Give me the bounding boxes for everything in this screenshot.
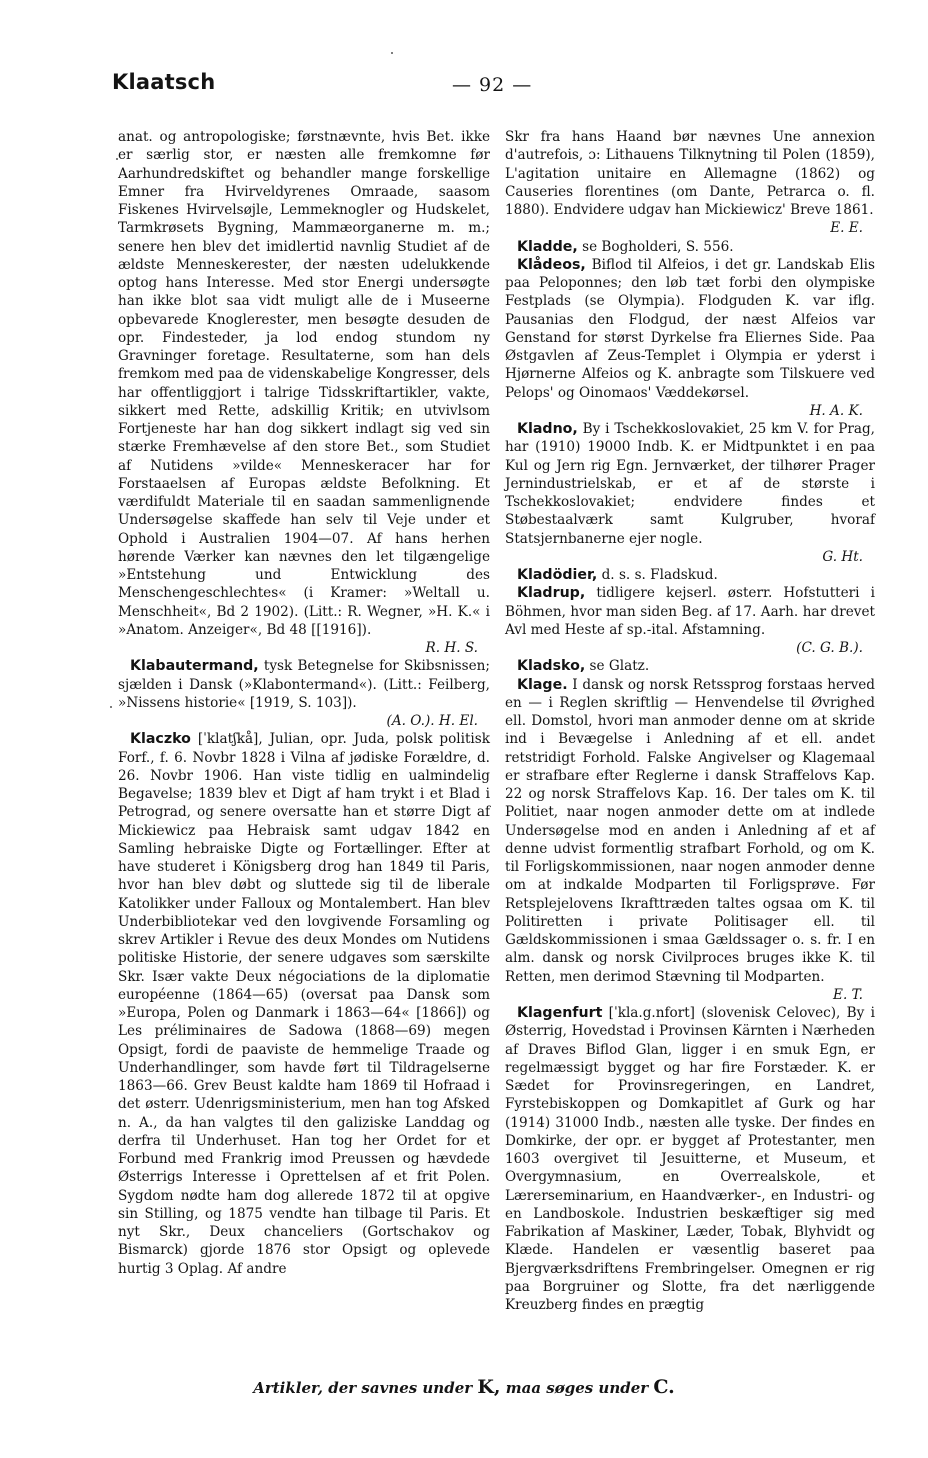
signature-line [505, 402, 875, 420]
entry-text: Skr fra hans Haand bør nævnes Une annexion d'autrefois, ɔ: Lithauens Tilknytning til Polen (1859), L'agitation unitaire en Allemagne (1862) og Causeries florentines (om Dante, Petrarca o. fl. 1880). Endvidere udgav han Mickiewicz' Breve 1861. [505, 129, 875, 218]
entry-text: se Glatz. [585, 658, 650, 675]
entry-headword: Klådeos, [517, 256, 586, 273]
entry-headword: Klage. [517, 676, 568, 693]
entry-text: se Bogholderi, S. 556. [577, 238, 734, 255]
left-column [118, 128, 490, 1278]
signature-line [118, 712, 490, 730]
dictionary-entry [505, 676, 875, 986]
scan-speck [391, 52, 393, 54]
dictionary-entry [505, 566, 875, 584]
entry-text: d. s. s. Fladskud. [597, 567, 718, 583]
footer-letter-c: C. [653, 1376, 675, 1398]
author-signature: (C. G. B.). [796, 640, 863, 656]
signature-line [505, 986, 875, 1004]
entry-headword: Klagenfurt [517, 1005, 603, 1021]
author-signature: E. T. [833, 986, 863, 1003]
signature-line [505, 639, 875, 657]
author-signature: G. Ht. [822, 548, 863, 565]
signature-line [505, 219, 875, 237]
entry-continuation [118, 128, 490, 639]
signature-line [505, 548, 875, 566]
dictionary-entry [505, 420, 875, 548]
entry-text: [ˈkla.g.nfort] (slovenisk Celovec), By i Østerrig, Hovedstad i Provinsen Kärnten i Nærheden af Draves Biflod Glan, ligger i en smuk Egn, er regelmæssigt bygget og har fire Forstæder. K. er Sædet for Provinsregeringen, en Landret, Fyrstebiskoppen og Domkapitlet af Gurk og har (1914) 31000 Indb., næsten alle tyske. Der findes en Domkirke, der opr. er bygget af Protestanter, men 1603 overgivet til Jesuitterne, et Museum, et Overgymnasium, en Overrealskole, et Lærerseminarium, en Haandværker-, en Industri- og en Landboskole. Industrien beskæftiger sig med Fabrikation af Maskiner, Læder, Tobak, Blyhvidt og Klæde. Handelen er væsentlig baseret paa Bjergværksdriftens Frembringelser. Omegnen er rig paa Borgruiner og Slotte, fra det nærliggende Kreuzberg findes en prægtig [505, 1005, 875, 1313]
page-number: — 92 — [452, 74, 533, 96]
entry-text: By i Tschekkoslovakiet, 25 km V. for Prag, har (1910) 19000 Indb. K. er Midtpunktet i en paa Kul og Jern rig Egn. Jernværket, der tilhører Prager Jernindustrielskab, er et af de største i Tschekkoslovakiet; endvidere findes et Støbestaalværk samt Kulgruber, hvoraf Statsjernbanerne ejer nogle. [505, 421, 875, 547]
signature-line [118, 639, 490, 657]
footer-text-2: maa søges under [500, 1379, 654, 1397]
scan-speck [110, 706, 112, 708]
entry-headword: Klaczko [130, 731, 191, 748]
dictionary-entry [118, 730, 490, 1278]
author-signature: E. E. [830, 220, 863, 237]
author-signature: H. A. K. [809, 402, 863, 419]
author-signature: (A. O.). H. El. [386, 713, 478, 729]
entry-headword: Kladsko, [517, 658, 586, 675]
dictionary-entry [505, 584, 875, 639]
author-signature: R. H. S. [425, 640, 478, 656]
entry-text: anat. og antropologiske; førstnævnte, hvis Bet. ikke er særlig stor, er næsten alle fremkomne før Aarhundredskiftet og behandler mange forskellige Emner fra Hvirveldyrenes Omraade, saasom Fiskenes Hvirvelsøjle, Lemmeknogler og Hudskelet, Tarmkrøsets Bygning, Mammæorganerne m. m.; senere hen blev det imidlertid navnlig Studiet af de ældste Menneskerester, der næsten udelukkende optog hans Interesse. Med stor Energi undersøgte han ikke blot saa vidt muligt alle de i Museerne opbevarede Knoglerester, men besøgte desuden de opr. Findesteder, ja lod endog stundom ny Gravninger foretage. Resultaterne, som han dels fremkom med paa de videnskabelige Kongresser, dels har offentliggjort i talrige Tidsskriftartikler, vakte, sikkert med Rette, adskillig Kritik; en utvivlsom Fortjeneste har han dog sikkert indlagt sig ved sin stærke Fremhævelse af den store Bet., som Studiet af Nutidens »vilde« Menneskeracer har for Forstaaelsen af Europas ældste Befolkning. Et værdifuldt Materiale til en saadan sammenlignende Undersøgelse skaffede han selv til Veje under et Ophold i Australien 1904—07. Af hans herhen hørende Værker kan nævnes den let tilgængelige »Entstehung und Entwicklung des Menschengeschlechtes« (i Kramer: »Weltall u. Menschheit«, Bd 2 1902). (Litt.: R. Wegner, »H. K.« i »Anatom. Anzeiger«, Bd 48 [[1916]). [118, 129, 490, 638]
entry-headword: Kladrup, [517, 585, 586, 602]
dictionary-entry [505, 238, 875, 256]
footer-note [0, 1376, 928, 1398]
entry-text: Biflod til Alfeios, i det gr. Landskab Elis paa Peloponnes; den løb tæt forbi den olympiske Festplads (se Olympia). Flodguden K. var iflg. Pausanias den Flodgud, der næst Alfeios var Genstand for størst Dyrkelse fra Eliernes Side. Paa Østgavlen af Zeus-Templet i Olympia er yderst i Hjørnerne Alfeios og K. anbragte som Tilskuere ved Pelops' og Oinomaos' Væddekørsel. [505, 256, 875, 401]
dictionary-entry [505, 1004, 875, 1314]
entry-text: I dansk og norsk Retssprog forstaas herved en — i Reglen skriftlig — Henvendelse til Øvrighed ell. Domstol, hvori man anmoder denne om at skride ind i Bevægelse i Anledning af et ell. andet retstridigt Forhold. Falske Angivelser og Klagemaal er strafbare efter Reglerne i dansk Straffelovs Kap. 22 og norsk Straffelovs Kap. 16. Der tales om K. til Politiet, naar nogen anmoder dette om at indlede Undersøgelse mod en anden i Anledning af et af denne udvist formentlig strafbart Forhold, og om K. til Forligskommissionen, naar nogen anmoder denne om at indkalde Modparten til Forligsprøve. Før Retsplejelovens Ikrafttræden taltes ogsaa om K. til Politiretten i private Politisager ell. til Gældskommissionen i smaa Gældssager o. s. fr. I en alm. dansk og norsk Civilproces bruges ikke K. til Retten, men derimod Stævning til Modparten. [505, 676, 875, 985]
scan-speck [116, 158, 118, 160]
entry-headword: Klabautermand, [130, 658, 259, 675]
footer-text-1: Artikler, der savnes under [253, 1379, 478, 1397]
entry-text: [ˈklatʃkå], Julian, opr. Juda, polsk politisk Forf., f. 6. Novbr 1828 i Vilna af jødiske Forældre, d. 26. Novbr 1906. Han viste tidlig en ualmindelig Begavelse; 1839 blev et Digt af ham trykt i et Blad i Petrograd, og senere oversatte han et større Digt af Mickiewicz paa Hebraisk samt udgav 1842 en Samling hebraiske Digte og Fortællinger. Efter at have studeret i Königsberg drog han 1849 til Paris, hvor han blev døbt og sluttede sig til de liberale Katolikker under Falloux og Montalembert. Han blev Underbibliotekar ved den lovgivende Forsamling og skrev Artikler i Revue des deux Mondes om Nutidens politiske Historie, der senere udgaves som særskilte Skr. Især vakte Deux négociations de la diplomatie européenne (1864—65) (oversat paa Dansk som »Europa, Polen og Danmark i 1863—64« [1866]) og Les préliminaires de Sadowa (1868—69) megen Opsigt, fordi de paaviste de hemmelige Traade og Underhandlinger, som havde ført til Tildragelserne 1863—66. Grev Beust kaldte ham 1869 til Hofraad i det østerr. Udenrigsministerium, men han tog Afsked n. A., da han valgtes til den galiziske Landdag og derfra til Underhuset. Han tog her Ordet for et Forbund med Frankrig imod Preussen og hævdede Østerrigs Interesse i Oprettelsen af et frit Polen. Sygdom nødte ham dog allerede 1872 til at opgive sin Stilling, og 1875 vendte han tilbage til Paris. Et nyt Skr., Deux chanceliers (Gortschakov og Bismarck) gjorde 1876 stor Opsigt og oplevede hurtig 3 Oplag. Af andre [118, 731, 490, 1277]
entry-continuation [505, 128, 875, 219]
footer-letter-k: K, [477, 1376, 501, 1398]
right-column [505, 128, 875, 1314]
dictionary-entry [505, 256, 875, 402]
dictionary-entry [505, 657, 875, 675]
entry-text: tysk Betegnelse for Skibsnissen; sjælden i Dansk (»Klabontermand«). (Litt.: Feilberg, »Nissens historie« [1919, S. 103]). [118, 658, 490, 711]
entry-text: tidligere kejserl. østerr. Hofstutteri i Böhmen, hvor man siden Beg. af 17. Aarh. har drevet Avl med Heste af sp.-ital. Afstamning. [505, 585, 875, 638]
entry-headword: Kladde, [517, 238, 578, 255]
entry-headword: Kladno, [517, 421, 578, 437]
entry-headword: Kladödier, [517, 567, 598, 583]
running-head: Klaatsch [112, 70, 216, 94]
dictionary-entry [118, 657, 490, 712]
